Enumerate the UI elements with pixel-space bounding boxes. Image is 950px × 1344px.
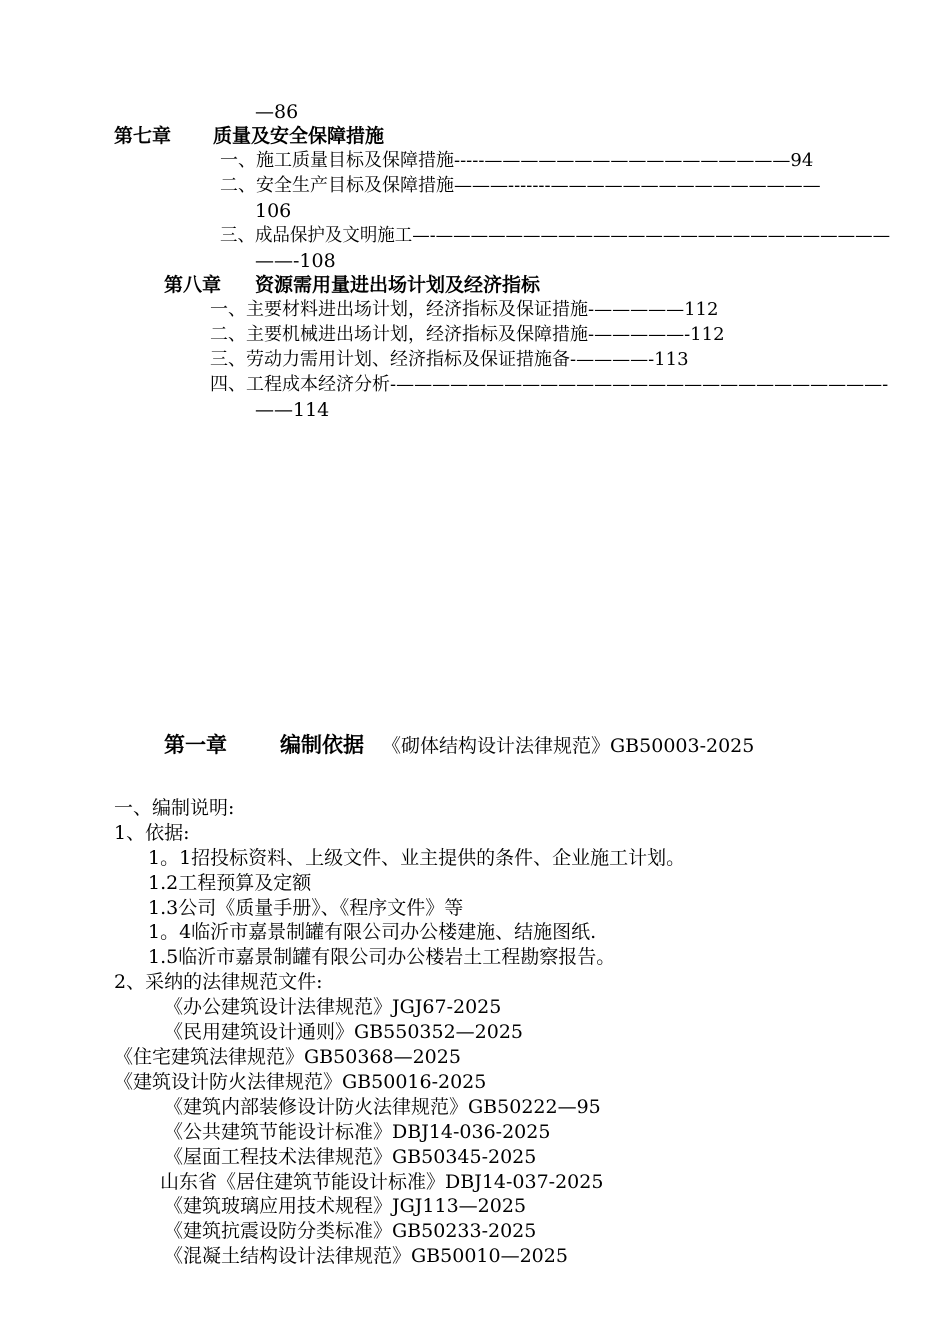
code-item-3: 《住宅建筑法律规范》GB50368—2025 <box>114 1046 461 1068</box>
toc-page-continuation: —86 <box>255 101 299 123</box>
basis-item-1-3: 1.3公司《质量手册》、《程序文件》等 <box>148 897 464 919</box>
code-item-11: 《混凝土结构设计法律规范》GB50010—2025 <box>164 1245 568 1267</box>
toc-chapter7-number: 第七章 <box>114 125 172 147</box>
toc-chapter8-number: 第八章 <box>164 274 222 296</box>
toc-chapter7-item-3-page: ——-108 <box>255 250 336 272</box>
code-item-6: 《公共建筑节能设计标准》DBJ14-036-2025 <box>164 1121 551 1143</box>
code-item-10: 《建筑抗震设防分类标准》GB50233-2025 <box>164 1220 537 1242</box>
basis-item-1-5: 1.5临沂市嘉景制罐有限公司办公楼岩土工程勘察报告。 <box>148 946 616 968</box>
basis-item-1-1: 1。1招投标资料、上级文件、业主提供的条件、企业施工计划。 <box>148 847 686 869</box>
chapter1-number: 第一章 <box>164 733 227 757</box>
code-item-2: 《民用建筑设计通则》GB550352—2025 <box>164 1021 524 1043</box>
section-compilation-notes: 一、编制说明: <box>114 797 235 819</box>
code-item-4: 《建筑设计防火法律规范》GB50016-2025 <box>114 1071 487 1093</box>
toc-chapter8-item-3: 三、劳动力需用计划、经济指标及保证措施备-————-113 <box>210 349 689 370</box>
code-item-8: 山东省《居住建筑节能设计标准》DBJ14-037-2025 <box>160 1171 604 1193</box>
toc-chapter8-item-2: 二、主要机械进出场计划，经济指标及保障措施-—————-112 <box>210 324 725 345</box>
toc-chapter7-title: 质量及安全保障措施 <box>213 125 385 147</box>
code-item-1: 《办公建筑设计法律规范》JGJ67-2025 <box>164 996 502 1018</box>
toc-chapter8-title: 资源需用量进出场计划及经济指标 <box>255 274 541 296</box>
toc-chapter8-item-4: 四、工程成本经济分析-———————————————————————————- <box>210 374 889 395</box>
chapter1-title: 编制依据 <box>280 733 364 757</box>
toc-chapter7-item-2-page: 106 <box>255 200 292 222</box>
basis-item-1-2: 1.2工程预算及定额 <box>148 872 312 894</box>
section-adopted-codes: 2、采纳的法律规范文件: <box>114 971 323 993</box>
basis-item-1-4: 1。4临沂市嘉景制罐有限公司办公楼建施、结施图纸. <box>148 921 597 943</box>
code-item-7: 《屋面工程技术法律规范》GB50345-2025 <box>164 1146 537 1168</box>
toc-chapter7-item-1: 一、施工质量目标及保障措施-----—————————————————94 <box>220 150 814 171</box>
section-basis: 1、依据: <box>114 822 190 844</box>
code-item-9: 《建筑玻璃应用技术规程》JGJ113—2025 <box>164 1195 527 1217</box>
code-item-5: 《建筑内部装修设计防火法律规范》GB50222—95 <box>164 1096 601 1118</box>
chapter1-title-tail: 《砌体结构设计法律规范》GB50003-2025 <box>382 735 755 757</box>
toc-chapter8-item-4-page: ——114 <box>255 399 330 421</box>
toc-chapter7-item-3: 三、成品保护及文明施工—-—————————————————————————— <box>220 225 891 246</box>
toc-chapter7-item-2: 二、安全生产目标及保障措施———-------——————————————— <box>220 175 821 196</box>
toc-chapter8-item-1: 一、主要材料进出场计划，经济指标及保证措施-—————112 <box>210 299 719 320</box>
